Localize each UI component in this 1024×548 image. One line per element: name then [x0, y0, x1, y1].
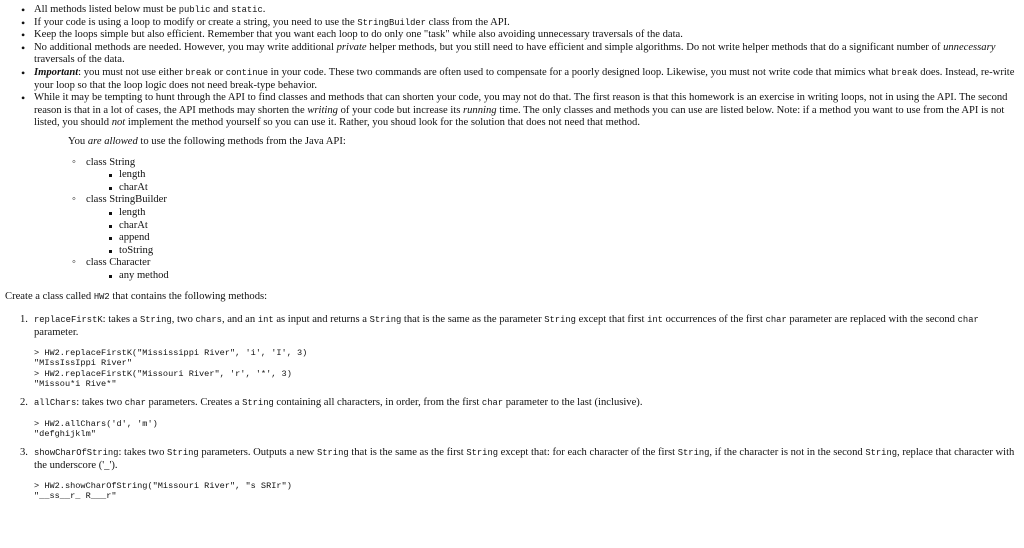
- inline-code: String: [369, 315, 402, 326]
- class-item: [86, 157, 1020, 195]
- text-run: , if the character is not in the second: [709, 447, 866, 459]
- emphasis-text: writing: [307, 104, 338, 116]
- code-example: > HW2.allChars('d', 'm') "defghijklm": [34, 418, 158, 439]
- requirement-item: [34, 67, 1020, 92]
- text-run: parameter.: [34, 326, 79, 338]
- text-run: helper methods, but you still need to have efficient and simple algorithms. Do not write helper methods that do a significant number of: [366, 41, 944, 53]
- text-run: Create a class called: [5, 291, 94, 303]
- emphasis-text: running: [462, 104, 497, 116]
- inline-code: char: [481, 398, 504, 409]
- requirement-text: [34, 92, 1020, 130]
- inline-code: break: [891, 67, 918, 78]
- code-example: > HW2.replaceFirstK("Mississippi River", 'i', 'I', 3) "MIssIssIppi River" > HW2.replaceFirstK("Missouri River", 'r', '*', 3) "Missou*i Rive*": [34, 348, 308, 389]
- method-item: length: [119, 169, 1020, 182]
- text-run: Keep the loops simple but also efficient. Remember that you want each loop to do only one "task" while also avoiding unnecessary traversals of the data.: [34, 29, 683, 41]
- inline-code: String: [677, 448, 710, 459]
- inline-code: static: [231, 5, 263, 15]
- task-item: [20, 397, 1020, 439]
- text-run: of your code but increase its: [337, 104, 463, 116]
- text-run: No additional methods are needed. However, you may write additional: [34, 41, 337, 53]
- class-item: [86, 194, 1020, 257]
- text-run: : takes two: [118, 447, 168, 459]
- allowed-classes-list: [34, 157, 1020, 283]
- text-run: or: [211, 66, 226, 78]
- requirement-item: [34, 4, 1020, 17]
- text-run: time. The only classes and methods you can use are listed below. Note: if a method you want to use from the API is not listed, you should: [34, 104, 1005, 129]
- task-number: 1.: [20, 314, 28, 326]
- text-run: that contains the following methods:: [109, 291, 268, 303]
- method-list: [86, 270, 1020, 283]
- requirement-item: [34, 17, 1020, 30]
- emphasis-text: unnecessary: [943, 41, 996, 53]
- allowed-intro: [68, 136, 1020, 149]
- inline-code: StringBuilder: [357, 17, 426, 28]
- inline-code: public: [178, 5, 211, 15]
- text-run: .: [262, 4, 266, 15]
- text-run: parameter are replaced with the second: [786, 314, 958, 326]
- text-run: parameter to the last (inclusive).: [503, 397, 643, 409]
- inline-code: chars: [195, 315, 222, 326]
- method-list: [86, 207, 1020, 257]
- method-list: [86, 169, 1020, 194]
- inline-code: showCharOfString: [34, 448, 119, 459]
- inline-code: continue: [225, 67, 269, 78]
- text-run: : takes a: [102, 314, 140, 326]
- create-class-instruction: [5, 291, 1020, 304]
- text-run: traversals of the data.: [34, 54, 125, 66]
- inline-code: int: [647, 315, 663, 326]
- text-run: except that: for each character of the first: [498, 447, 678, 459]
- inline-code: String: [544, 315, 576, 326]
- text-run: , and an: [221, 314, 258, 326]
- method-item: append: [119, 232, 1020, 245]
- inline-code: break: [185, 67, 212, 78]
- inline-code: String: [316, 448, 349, 459]
- requirement-item: [34, 42, 1020, 67]
- text-run: parameters. Outputs a new: [198, 447, 317, 459]
- text-run: All methods listed below must be: [34, 4, 179, 15]
- task-item: [20, 447, 1020, 502]
- text-run: that is the same as the parameter: [401, 314, 545, 326]
- text-run: parameters. Creates a: [145, 397, 243, 409]
- text-run: in your code. These two commands are often used to compensate for a poorly designed loop. Likewise, you must not write code that mimics what: [268, 66, 892, 78]
- inline-code: String: [140, 315, 172, 326]
- text-run: You: [68, 135, 88, 147]
- method-item: charAt: [119, 220, 1020, 233]
- inline-code: allChars: [34, 398, 77, 409]
- text-run: implement the method yourself so you can use it. Rather, you shoud look for the solution that does not need that method.: [125, 117, 641, 129]
- task-description: [34, 397, 1020, 410]
- text-run: class from the API.: [425, 16, 510, 28]
- inline-code: int: [257, 315, 274, 326]
- requirement-item: [34, 29, 1020, 42]
- inline-code: char: [957, 315, 979, 326]
- text-run: : takes two: [76, 397, 125, 409]
- text-run: , replace that character with the underscore ('_').: [34, 447, 1015, 471]
- emphasis-text: are allowed: [87, 135, 138, 147]
- text-run: that is the same as the first: [348, 447, 467, 459]
- class-name: class Character: [86, 257, 151, 269]
- task-list: [0, 314, 1020, 502]
- inline-code: String: [466, 448, 499, 459]
- class-item: [86, 257, 1020, 282]
- text-run: : you must not use either: [78, 66, 186, 78]
- requirement-item: [34, 92, 1020, 282]
- inline-code: String: [242, 398, 274, 409]
- task-description: [34, 447, 1020, 472]
- requirements-list: [0, 4, 1020, 282]
- text-run: to use the following methods from the Java API:: [137, 135, 346, 147]
- inline-code: replaceFirstK: [34, 315, 103, 326]
- class-name: class String: [86, 156, 136, 168]
- task-description: [34, 314, 1020, 339]
- text-run: While it may be tempting to hunt through the API to find classes and methods that can shorten your code, you may not do that. The first reason is that this homework is an exercise in writing loops, not in using the API. The second reason is that in a lot of cases, the API methods may shorten the: [34, 92, 1008, 116]
- code-example: > HW2.showCharOfString("Missouri River", "s SRIr") "__ss__r_ R___r": [34, 481, 292, 502]
- task-number: 3.: [20, 447, 28, 459]
- inline-code: HW2: [93, 292, 110, 303]
- task-item: [20, 314, 1020, 389]
- inline-code: char: [124, 398, 146, 409]
- method-item: toString: [119, 245, 1020, 258]
- method-item: charAt: [119, 182, 1020, 195]
- text-run: occurrences of the first: [662, 314, 766, 326]
- task-number: 2.: [20, 397, 28, 409]
- text-run: as input and returns a: [273, 314, 370, 326]
- inline-code: String: [167, 448, 199, 459]
- text-run: , two: [171, 314, 196, 326]
- text-run: except that first: [575, 314, 648, 326]
- text-run: containing all characters, in order, from the first: [273, 397, 482, 409]
- inline-code: char: [765, 315, 787, 326]
- text-run: If your code is using a loop to modify or create a string, you need to use the: [34, 16, 358, 28]
- method-item: length: [119, 207, 1020, 220]
- class-name: class StringBuilder: [86, 194, 167, 206]
- text-run: and: [210, 4, 232, 15]
- important-label: Important: [34, 66, 79, 78]
- inline-code: String: [865, 448, 898, 459]
- text-run: does. Instead, re-write your loop so that the loop logic does not need break-type behavior.: [34, 66, 1015, 91]
- emphasis-text: private: [336, 41, 367, 53]
- emphasis-text: not: [111, 117, 126, 129]
- method-item: any method: [119, 270, 1020, 283]
